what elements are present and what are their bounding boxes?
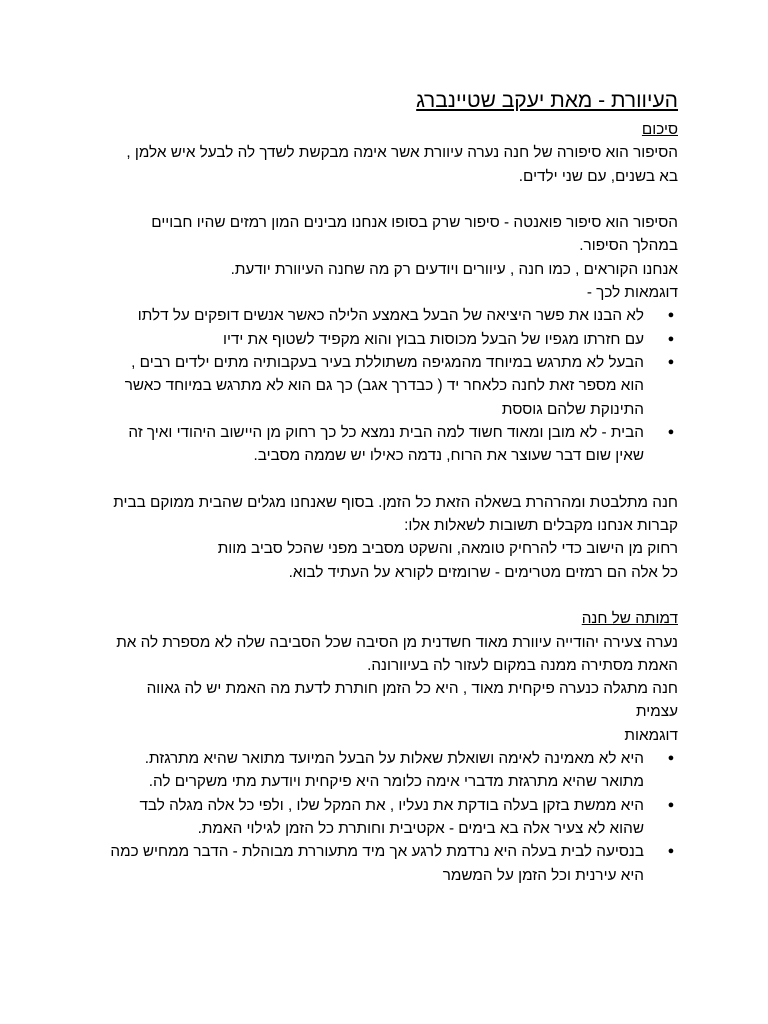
list-item-text: היא לא מאמינה לאימה ושואלת שאלות על הבעל המיועד מתואר שהיא מתרגזת. מתואר שהיא מתרגזת מדברי אימה כלומר היא פיקחית ויודעת מתי משקרים לה. [144,750,644,791]
blank-line [108,584,678,607]
list-item-text: היא ממשת בזקן בעלה בודקת את נעליו , את המקל שלו , ולפי כל אלה מגלה לבד שהוא לא צעיר אלה בא בימים - אקטיבית וחותרת כל הזמן לגילוי האמת. [139,796,644,837]
bullet-icon: ● [667,752,675,765]
section-heading: דמותה של חנה [581,610,678,628]
bullet-icon: ● [667,332,675,345]
paragraph: דוגמאות [624,726,678,744]
list-item-text: לא הבנו את פשר היציאה של הבעל באמצע הלילה כאשר אנשים דופקים על דלתו [137,307,644,325]
paragraph: הסיפור הוא סיפורה של חנה נערה עיוורת אשר אימה מבקשת לשדך לה לבעל איש אלמן , בא בשנים, עם שני ילדים. [126,144,678,185]
blank-line [108,188,678,211]
paragraph: רחוק מן הישוב כדי להרחיק טומאה, והשקט מסביב מפני שהכל סביב מוות [217,540,678,558]
blank-line [108,467,678,490]
list-item-text: הבעל לא מתרגש במיוחד מהמגיפה משתוללת בעיר בעקבותיה מתים ילדים רבים , הוא מספר זאת לחנה כלאחר יד ( כבדרך אגב) כך גם הוא לא מתרגש במיוחד כאשר התינוקת שלהם גוססת [124,353,644,418]
list-item [108,747,675,794]
paragraph: נערה צעירה יהודייה עיוורת מאוד חשדנית מן הסיבה שכל הסביבה שלה לא מספרת לה את האמת מסתירה ממנה במקום לעזור לה בעיוורונה. [116,633,678,674]
list-item [108,351,675,421]
list-item-text: בנסיעה לבית בעלה היא נרדמת לרגע אך מיד מתעוררת מבוהלת - הדבר ממחיש כמה היא עירנית וכל הזמן על המשמר [110,843,644,884]
document-title: העיוורת - מאת יעקב שטיינברג [416,89,678,112]
paragraph: חנה מתלבטת ומהרהרת בשאלה הזאת כל הזמן. בסוף שאנחנו מגלים שהבית ממוקם בבית קברות אנחנו מקבלים תשובות לשאלות אלו: [113,493,678,535]
paragraph: חנה מתגלה כנערה פיקחית מאוד , היא כל הזמן חותרת לדעת מה האמת יש לה גאווה עצמית [146,680,678,721]
bullet-icon: ● [667,355,675,368]
paragraph: אנחנו הקוראים , כמו חנה , עיוורים ויודעים רק מה שחנה העיוורת יודעת. [230,260,678,278]
paragraph: הסיפור הוא סיפור פואנטה - סיפור שרק בסופו אנחנו מבינים המון רמזים שהיו חבויים במהלך הסיפור. [151,214,678,255]
bullet-icon: ● [667,798,675,811]
list-item-text: הבית - לא מובן ומאוד חשוד למה הבית נמצא כל כך רחוק מן היישוב היהודי ואיך זה שאין שום דבר שעוצר את הרוח, נדמה כאילו יש שממה מסביב. [128,423,644,465]
bullet-list [108,304,678,467]
list-item [108,421,675,468]
list-item [108,794,675,841]
list-item [108,840,675,887]
section-heading: סיכום [641,121,678,138]
paragraph: כל אלה הם רמזים מטרימים - שרומזים לקורא על העתיד לבוא. [288,563,678,581]
list-item [108,304,675,327]
paragraph: דוגמאות לכך - [586,284,678,302]
bullet-icon: ● [667,425,675,438]
bullet-list [108,747,678,887]
document-body [108,118,678,887]
document-page [108,86,678,887]
bullet-icon: ● [667,309,675,322]
list-item-text: עם חזרתו מגפיו של הבעל מכוסות בבוץ והוא מקפיד לשטוף את ידיו [222,330,644,348]
bullet-icon: ● [667,845,675,858]
list-item [108,328,675,351]
